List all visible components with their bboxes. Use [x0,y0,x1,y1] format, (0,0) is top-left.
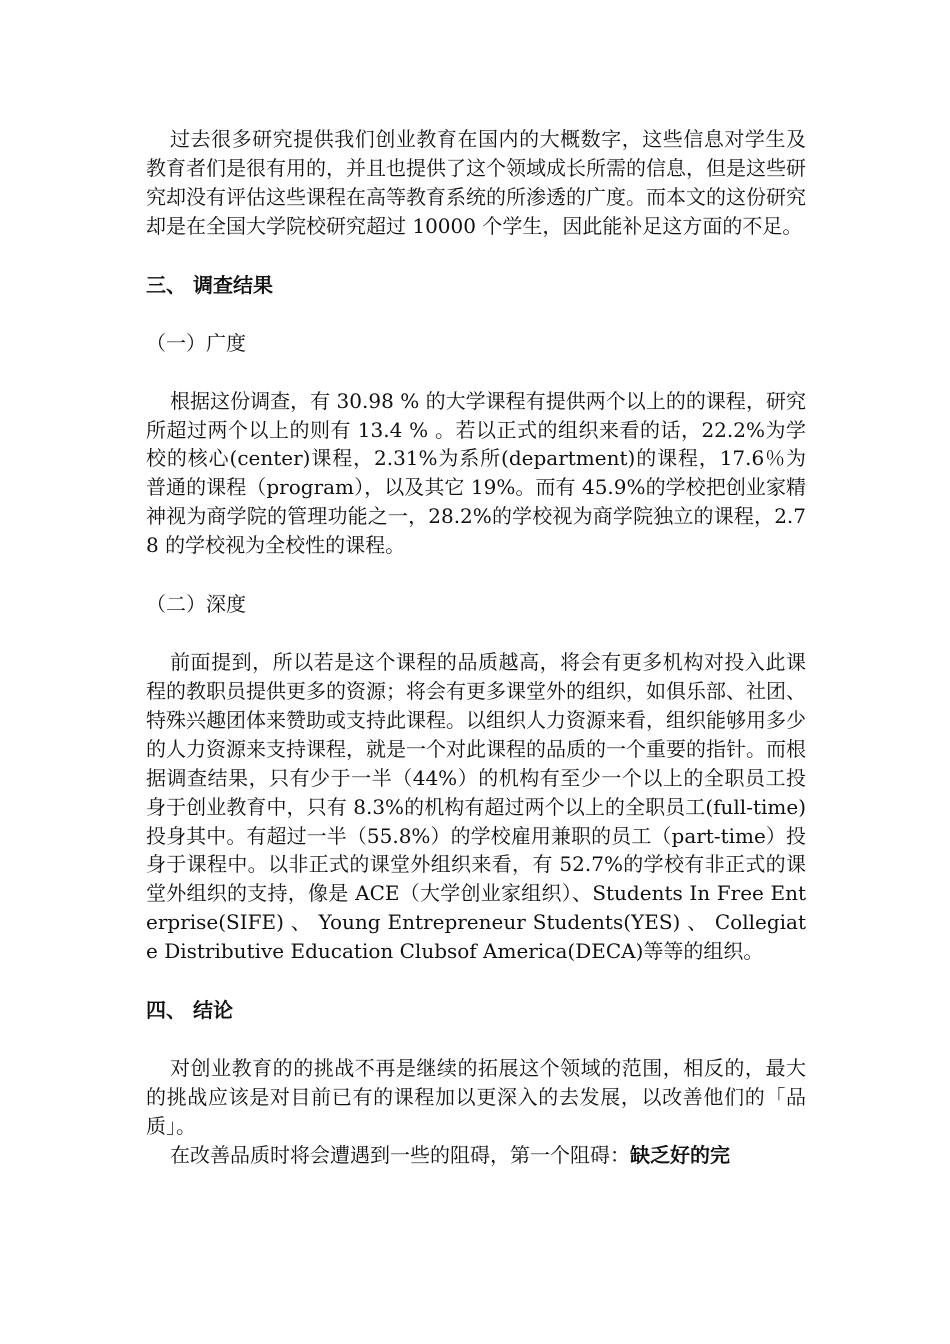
document-page [146,125,806,1170]
paragraph-obstacles [146,1141,806,1170]
paragraph-depth: 前面提到，所以若是这个课程的品质越高，将会有更多机构对投入此课程的教职员提供更多的资源；将会有更多课堂外的组织，如俱乐部、社团、特殊兴趣团体来赞助或支持此课程。以组织人力资源来看，组织能够用多少的人力资源来支持课程，就是一个对此课程的品质的一个重要的指针。而根据调查结果，只有少于一半（44%）的机构有至少一个以上的全职员工投身于创业教育中，只有 8.3%的机构有超过两个以上的全职员工(full-time)投身其中。有超过一半（55.8%）的学校雇用兼职的员工（part-time）投身于课程中。以非正式的课堂外组织来看，有 52.7%的学校有非正式的课堂外组织的支持，像是 ACE（大学创业家组织）、Students In Free Enterprise(SIFE) 、 Young Entrepreneur Students(YES) 、 Collegiate Distributive Education Clubsof America(DECA)等等的组织。 [146,650,806,964]
subheading-depth: （二）深度 [146,592,246,617]
paragraph-conclusion: 对创业教育的的挑战不再是继续的拓展这个领域的范围，相反的，最大的挑战应该是对目前已有的课程加以更深入的去发展，以改善他们的「品质」。 [146,1056,806,1138]
subheading-breadth: （一）广度 [146,330,246,355]
obstacles-text: 在改善品质时将会遭遇到一些的阻碍，第一个阻碍： [170,1142,630,1167]
paragraph-intro: 过去很多研究提供我们创业教育在国内的大概数字，这些信息对学生及教育者们是很有用的，并且也提供了这个领域成长所需的信息，但是这些研究却没有评估这些课程在高等教育系统的所渗透的广度。而本文的这份研究却是在全国大学院校研究超过 10000 个学生，因此能补足这方面的不足。 [146,127,806,238]
obstacles-bold-text: 缺乏好的完 [630,1142,730,1167]
section-heading-conclusion: 四、 结论 [146,998,233,1023]
section-heading-results: 三、 调查结果 [146,272,273,297]
paragraph-breadth: 根据这份调查，有 30.98 % 的大学课程有提供两个以上的的课程，研究所超过两个以上的则有 13.4 % 。若以正式的组织来看的话，22.2%为学校的核心(center)课程，2.31%为系所(department)的课程，17.6％为普通的课程（program），以及其它 19%。而有 45.9%的学校把创业家精神视为商学院的管理功能之一，28.2%的学校视为商学院独立的课程，2.78 的学校视为全校性的课程。 [146,388,806,558]
